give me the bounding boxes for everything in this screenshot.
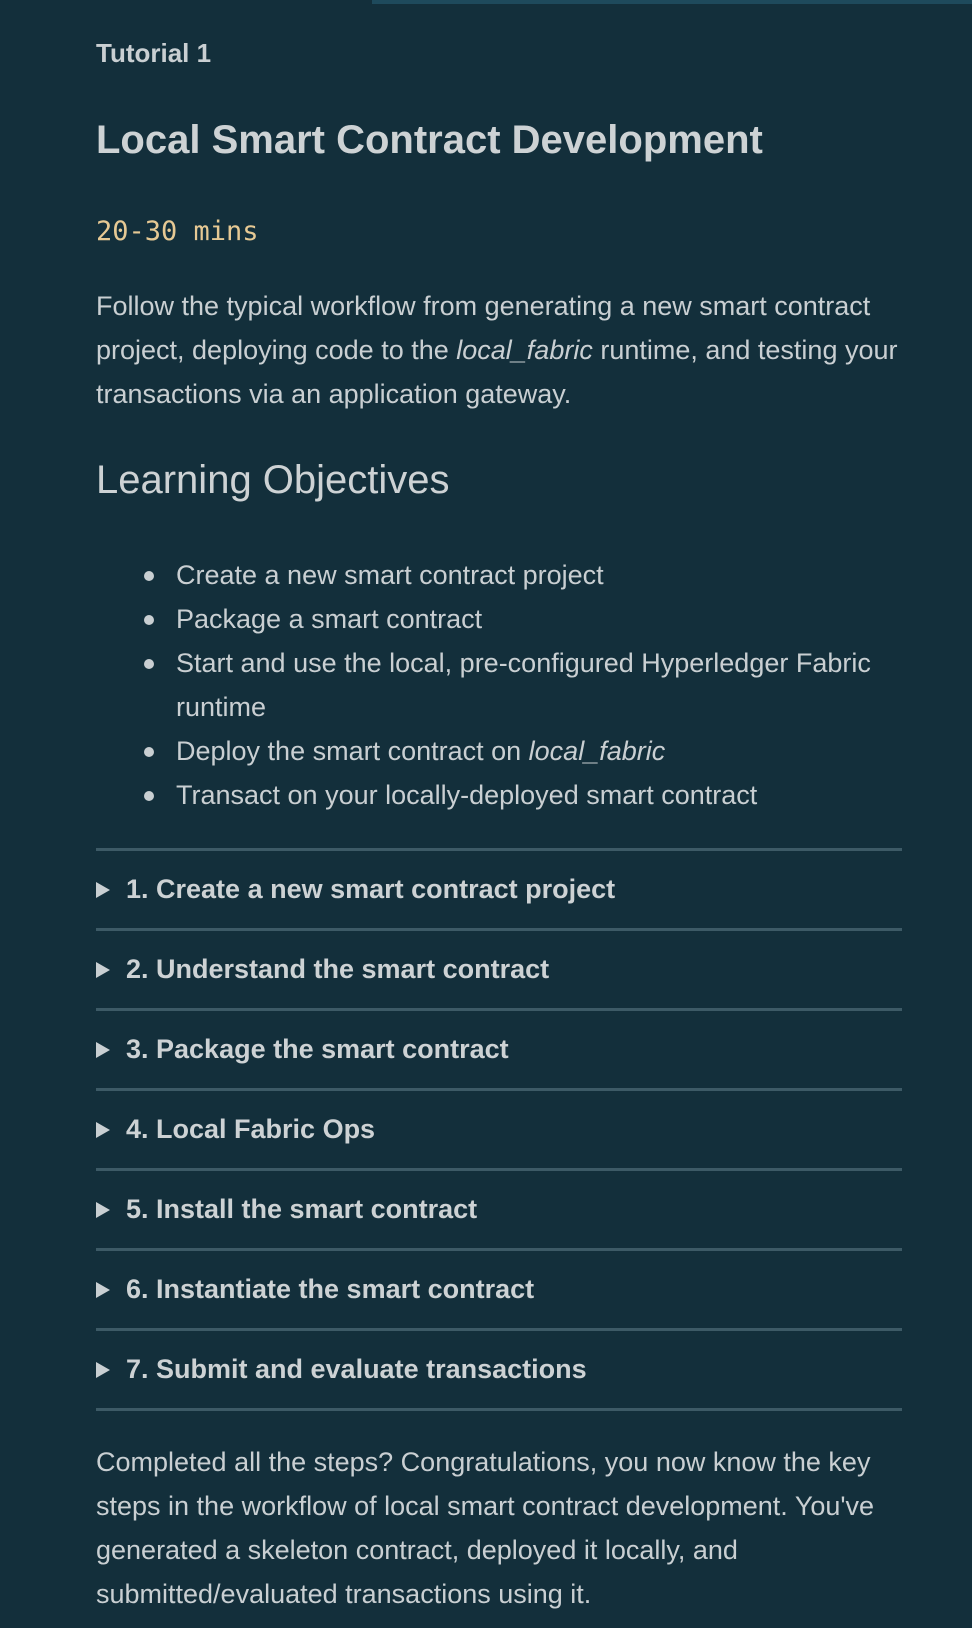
objective-text: Deploy the smart contract on bbox=[176, 736, 529, 766]
triangle-right-icon bbox=[96, 1042, 110, 1058]
step-label: 5. Install the smart contract bbox=[126, 1194, 478, 1224]
objective-emphasis: local_fabric bbox=[528, 736, 666, 766]
page-title: Local Smart Contract Development bbox=[96, 118, 763, 162]
objective-text: Create a new smart contract project bbox=[176, 560, 604, 590]
triangle-right-icon bbox=[96, 1122, 110, 1138]
steps-list bbox=[96, 848, 902, 1411]
triangle-right-icon bbox=[96, 962, 110, 978]
step-create-project[interactable] bbox=[96, 848, 902, 928]
duration-label: 20-30 mins bbox=[96, 216, 259, 247]
intro-emphasis: local_fabric bbox=[456, 335, 593, 365]
bullet-icon bbox=[144, 571, 154, 581]
step-install-contract[interactable] bbox=[96, 1168, 902, 1248]
triangle-right-icon bbox=[96, 1282, 110, 1298]
step-label: 1. Create a new smart contract project bbox=[126, 874, 616, 904]
step-label: 2. Understand the smart contract bbox=[126, 954, 550, 984]
triangle-right-icon bbox=[96, 1202, 110, 1218]
step-label: 6. Instantiate the smart contract bbox=[126, 1274, 535, 1304]
step-understand-contract[interactable] bbox=[96, 928, 902, 1008]
step-label: 3. Package the smart contract bbox=[126, 1034, 509, 1064]
objectives-heading: Learning Objectives bbox=[96, 458, 450, 502]
bullet-icon bbox=[144, 791, 154, 801]
intro-text-after: runtime, and testing your transactions via an application gateway. bbox=[96, 335, 898, 409]
outro-paragraph: Completed all the steps? Congratulations, you now know the key steps in the workflow of local smart contract development. You've generated a skeleton contract, deployed it locally, and submitted/evaluated transactions using it. bbox=[96, 1447, 875, 1609]
intro-paragraph bbox=[96, 284, 902, 416]
objective-text: Package a smart contract bbox=[176, 604, 483, 634]
objective-item bbox=[96, 641, 902, 729]
bullet-icon bbox=[144, 659, 154, 669]
objective-item bbox=[96, 597, 902, 641]
tutorial-label: Tutorial 1 bbox=[96, 38, 212, 68]
objectives-list bbox=[96, 553, 902, 817]
step-instantiate-contract[interactable] bbox=[96, 1248, 902, 1328]
step-submit-transactions[interactable] bbox=[96, 1328, 902, 1411]
objective-item bbox=[96, 773, 902, 817]
step-local-fabric-ops[interactable] bbox=[96, 1088, 902, 1168]
objective-text: Start and use the local, pre-configured Hyperledger Fabric runtime bbox=[176, 648, 871, 722]
bullet-icon bbox=[144, 747, 154, 757]
intro-text-before: Follow the typical workflow from generating a new smart contract project, deploying code to the bbox=[96, 291, 871, 365]
step-label: 4. Local Fabric Ops bbox=[126, 1114, 376, 1144]
objective-item bbox=[96, 553, 902, 597]
step-label: 7. Submit and evaluate transactions bbox=[126, 1354, 587, 1384]
triangle-right-icon bbox=[96, 882, 110, 898]
objective-text: Transact on your locally-deployed smart contract bbox=[176, 780, 758, 810]
bullet-icon bbox=[144, 615, 154, 625]
step-package-contract[interactable] bbox=[96, 1008, 902, 1088]
triangle-right-icon bbox=[96, 1362, 110, 1378]
objective-item bbox=[96, 729, 902, 773]
top-accent-bar bbox=[372, 0, 972, 4]
